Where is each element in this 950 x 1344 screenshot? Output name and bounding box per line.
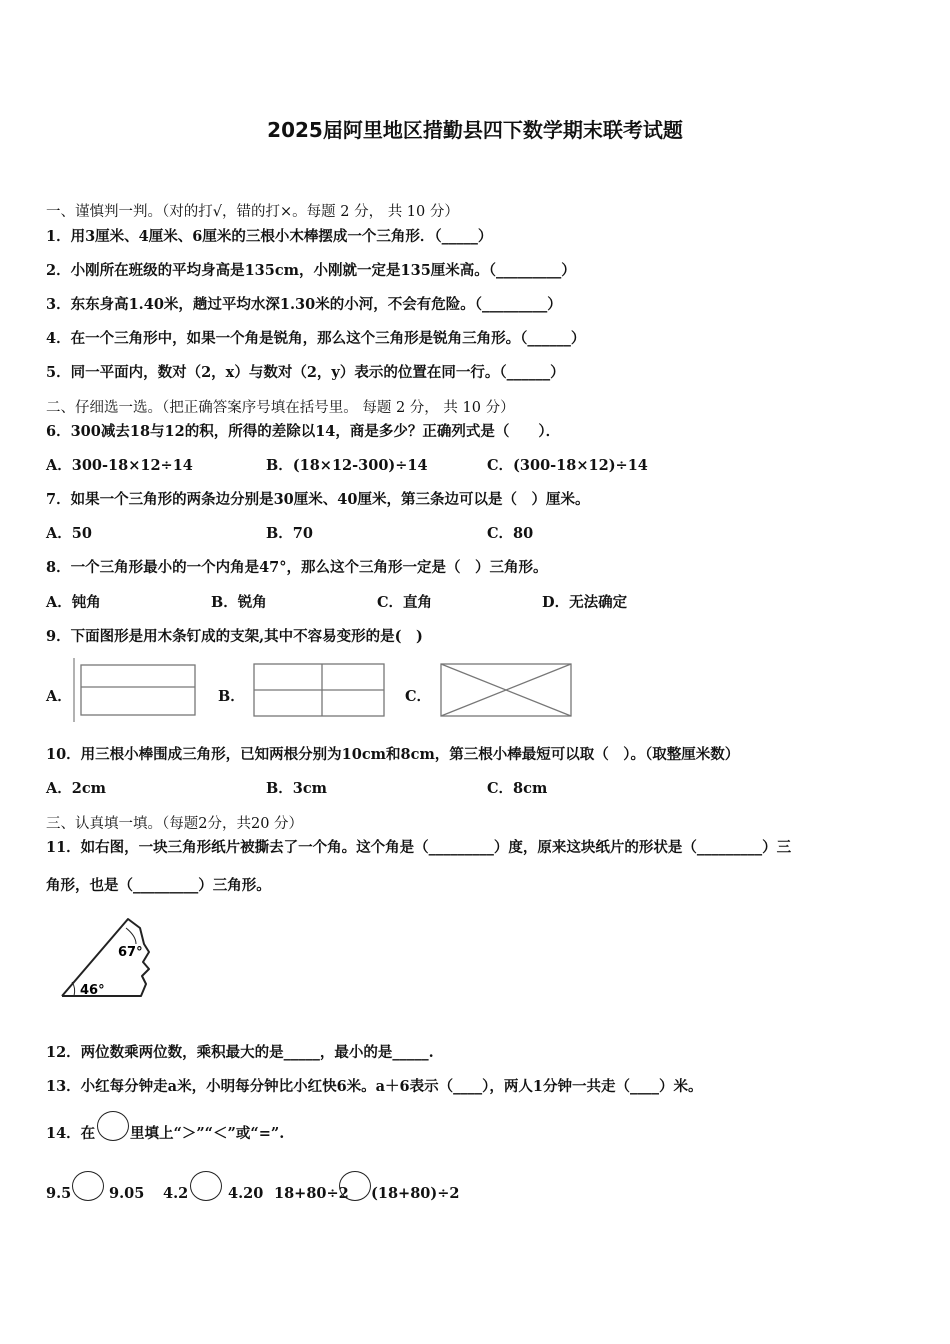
compare-1-left: 9.5 — [46, 1185, 72, 1202]
section-2-heading: 二、仔细选一选。（把正确答案序号填在括号里。 每题 2 分， 共 10 分） — [46, 400, 515, 416]
question-1: 1．用3厘米、4厘米、6厘米的三根小木棒摆成一个三角形．（_____） — [46, 228, 493, 245]
q9-option-c: C． — [405, 688, 432, 705]
question-9: 9．下面图形是用木条钉成的支架,其中不容易变形的是( ) — [46, 628, 423, 645]
compare-2-left: 4.2 — [163, 1185, 189, 1202]
example-blank-circle — [97, 1111, 129, 1141]
question-7: 7．如果一个三角形的两条边分别是30厘米、40厘米，第三条边可以是（ ）厘米。 — [46, 491, 590, 508]
compare-2-circle[interactable] — [190, 1171, 222, 1201]
q10-option-c: C．8cm — [487, 780, 548, 797]
section-3-heading: 三、认真填一填。（每题2分，共20 分） — [46, 816, 304, 832]
q9-option-a: A． — [46, 688, 72, 705]
compare-3-left: 18+80÷2 — [274, 1185, 349, 1202]
page-title: 2025届阿里地区措勤县四下数学期末联考试题 — [267, 118, 683, 142]
question-2: 2．小刚所在班级的平均身高是135cm，小刚就一定是135厘米高。（_________） — [46, 262, 576, 279]
section-1-heading: 一、谨慎判一判。（对的打√，错的打×。每题 2 分， 共 10 分） — [46, 204, 459, 220]
compare-2-right: 4.20 — [228, 1185, 264, 1202]
frame-c-figure — [438, 661, 576, 719]
question-4: 4．在一个三角形中，如果一个角是锐角，那么这个三角形是锐角三角形。（______） — [46, 330, 586, 347]
question-14-prefix: 14．在 — [46, 1125, 96, 1142]
angle-46-label: 46° — [80, 983, 105, 998]
compare-1-right: 9.05 — [109, 1185, 145, 1202]
question-10: 10．用三根小棒围成三角形，已知两根分别为10cm和8cm，第三根小棒最短可以取（ ）。（取整厘米数） — [46, 746, 740, 763]
question-12: 12．两位数乘两位数，乘积最大的是_____，最小的是_____. — [46, 1044, 434, 1061]
compare-3-right: (18+80)÷2 — [371, 1185, 460, 1202]
question-11-line-1: 11．如右图，一块三角形纸片被撕去了一个角。这个角是（_________）度，原来这块纸片的形状是（_________）三 — [46, 839, 792, 856]
question-8: 8．一个三角形最小的一个内角是47°，那么这个三角形一定是（ ）三角形。 — [46, 559, 548, 576]
q8-option-c: C．直角 — [377, 594, 433, 611]
question-11-line-2: 角形，也是（_________）三角形。 — [46, 877, 271, 894]
q8-option-d: D．无法确定 — [542, 594, 628, 611]
q7-option-b: B．70 — [266, 525, 313, 542]
q6-option-a: A．300-18×12÷14 — [46, 457, 193, 474]
question-3: 3．东东身高1.40米，趟过平均水深1.30米的小河，不会有危险。（_________） — [46, 296, 562, 313]
compare-1-circle[interactable] — [72, 1171, 104, 1201]
angle-67-label: 67° — [118, 945, 143, 960]
q8-option-a: A．钝角 — [46, 594, 101, 611]
q6-option-c: C．(300-18×12)÷14 — [487, 457, 648, 474]
torn-triangle-figure — [56, 914, 166, 1002]
q7-option-a: A．50 — [46, 525, 92, 542]
frame-a-figure — [70, 656, 210, 722]
question-13: 13．小红每分钟走a米，小明每分钟比小红快6米。a＋6表示（____），两人1分钟一共走（____）米。 — [46, 1078, 703, 1095]
q7-option-c: C．80 — [487, 525, 534, 542]
question-6: 6．300减去18与12的积，所得的差除以14，商是多少？正确列式是（ ）． — [46, 423, 561, 440]
q9-option-b: B． — [218, 688, 245, 705]
question-14-suffix: 里填上“＞”“＜”或“=”. — [130, 1125, 285, 1142]
compare-3-circle[interactable] — [339, 1171, 371, 1201]
frame-b-figure — [252, 662, 388, 720]
q10-option-b: B．3cm — [266, 780, 328, 797]
q6-option-b: B．(18×12-300)÷14 — [266, 457, 428, 474]
q8-option-b: B．锐角 — [211, 594, 267, 611]
q10-option-a: A．2cm — [46, 780, 107, 797]
question-5: 5．同一平面内，数对（2，x）与数对（2，y）表示的位置在同一行。（______） — [46, 364, 565, 381]
